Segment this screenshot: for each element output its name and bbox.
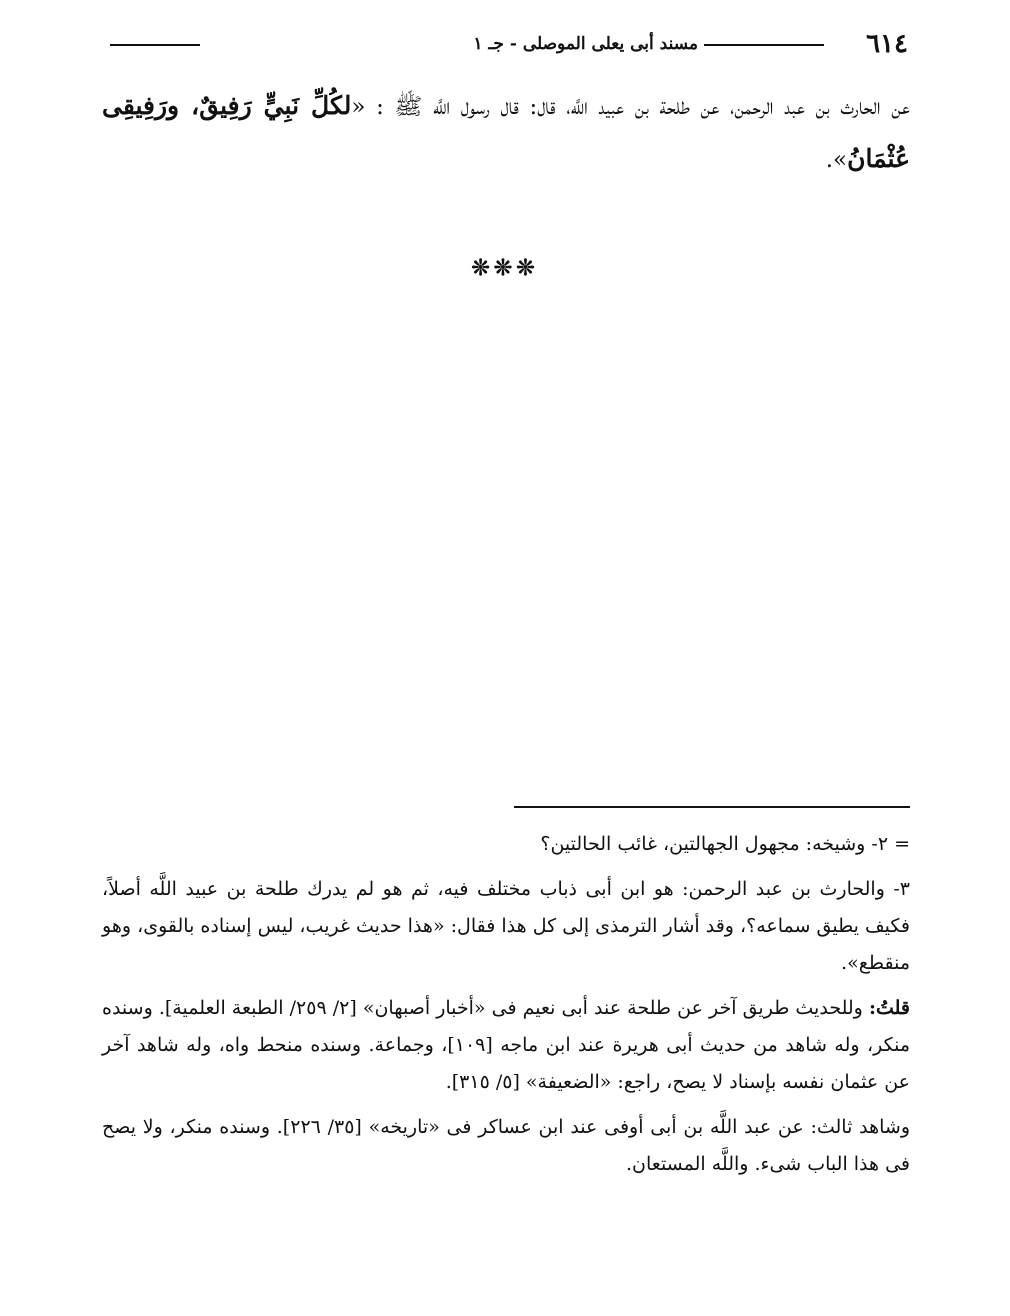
footnote-2: = ٢- وشيخه: مجهول الجهالتين، غائب الحالتين؟ [540, 833, 910, 855]
footnote-qult [102, 990, 910, 1101]
footnote-third-witness: وشاهد ثالث: عن عبد اللَّه بن أبى أوفى عند ابن عساكر فى «تاريخه» [٣٥/ ٢٢٦]. وسنده منكر، ولا يصح فى هذا الباب شىء. واللَّه المستعان. [102, 1116, 910, 1175]
running-title: مسند أبى يعلى الموصلى - جـ ١ [473, 34, 698, 54]
page-header [100, 28, 908, 62]
section-separator: ❊❊❊ [471, 255, 539, 281]
hadith-chain: عن الحارث بن عبد الرحمن، عن طلحة بن عبيد اللَّه، قال: قال رسول اللَّه ﷺ : « [351, 94, 910, 120]
footnote-divider [514, 806, 910, 808]
footnote-qult-body: وللحديث طريق آخر عن طلحة عند أبى نعيم فى «أخبار أصبهان» [٢/ ٢٥٩/ الطبعة العلمية]. وسنده منكر، وله شاهد من حديث أبى هريرة عند ابن ماجه [١٠٩]، وجماعة. وسنده منحط واه، وله شاهد آخر عن عثمان نفسه بإسناد لا يصح، راجع: «الضعيفة» [٥/ ٣١٥]. [102, 997, 910, 1093]
hadith-end: ». [825, 147, 848, 173]
page-number: ٦١٤ [866, 29, 908, 59]
hadith-text [102, 80, 910, 186]
header-rule-right [704, 44, 824, 46]
hadith-matn: لكُلِّ نَبِيٍّ رَفِيقٌ، ورَفِيقِى عُثْمَانُ [102, 91, 910, 173]
footnote-3: ٣- والحارث بن عبد الرحمن: هو ابن أبى ذباب مختلف فيه، ثم هو لم يدرك طلحة بن عبيد اللَّه أصلاً، فكيف يطيق سماعه؟، وقد أشار الترمذى إلى كل هذا فقال: «هذا حديث غريب، ليس إسناده بالقوى، وهو منقطع». [102, 878, 910, 974]
footnotes [102, 826, 910, 1191]
footnote-qult-lead: قلتُ: [868, 997, 910, 1019]
header-rule-left [110, 44, 200, 46]
